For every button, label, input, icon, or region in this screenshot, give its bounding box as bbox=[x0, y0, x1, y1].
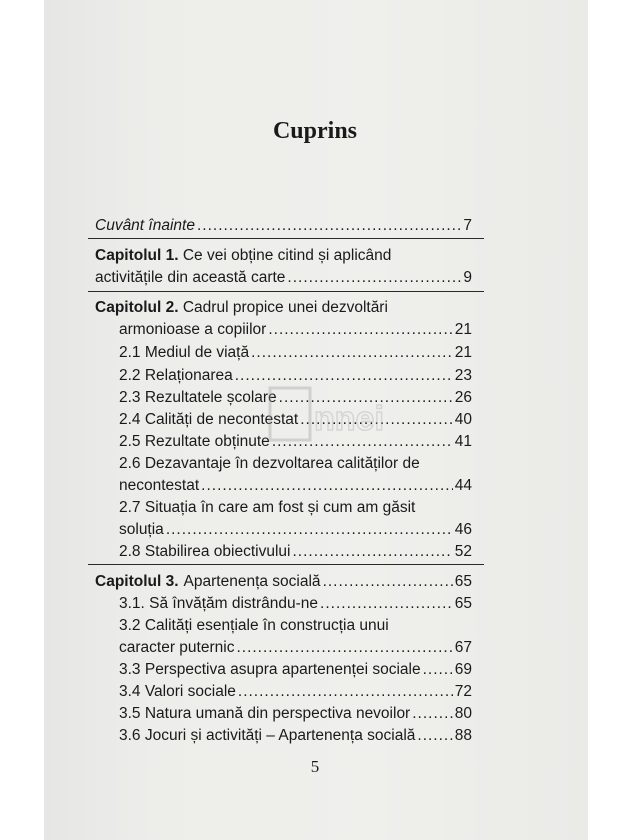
page-title: Cuprins bbox=[272, 118, 358, 144]
toc-entry-3-5 bbox=[119, 704, 472, 724]
toc-label: necontestat bbox=[119, 477, 200, 494]
toc-page: 52 bbox=[454, 543, 472, 560]
toc-entry-3-1 bbox=[119, 594, 472, 614]
toc-entry-ch2-line1 bbox=[95, 298, 388, 318]
toc-label: 2.4 Calități de necontestat bbox=[119, 411, 299, 428]
toc-entry-2-7-line1: 2.7 Situația în care am fost și cum am găsit bbox=[119, 499, 416, 516]
toc-label: 3.1. Să învățăm distrându-ne bbox=[119, 595, 319, 612]
toc-label: soluția bbox=[119, 521, 164, 538]
toc-entry-ch3 bbox=[95, 572, 472, 592]
toc-entry-ch1-line1 bbox=[95, 246, 391, 266]
toc-label: 2.5 Rezultate obținute bbox=[119, 433, 270, 450]
toc-label: Cuvânt înainte bbox=[95, 217, 195, 234]
toc-entry-2-2 bbox=[119, 366, 472, 386]
toc-entry-3-3 bbox=[119, 660, 472, 680]
toc-entry-3-2 bbox=[119, 638, 472, 658]
toc-label: 2.1 Mediul de viață bbox=[119, 344, 250, 361]
toc-entry-ch2 bbox=[119, 320, 472, 340]
toc-label: activitățile din această carte bbox=[95, 269, 286, 286]
toc-page: 26 bbox=[454, 389, 472, 406]
chapter-label: Capitolul 1. bbox=[95, 247, 179, 264]
toc-page: 88 bbox=[454, 727, 472, 744]
toc-page: 67 bbox=[454, 639, 472, 656]
toc-label: armonioase a copiilor bbox=[119, 321, 267, 338]
toc-entry-2-5 bbox=[119, 432, 472, 452]
toc-page: 44 bbox=[454, 477, 472, 494]
toc-entry-2-6-line1: 2.6 Dezavantaje în dezvoltarea calităților de bbox=[119, 455, 420, 472]
toc-entry-2-8 bbox=[119, 542, 472, 562]
toc-entry-ch1 bbox=[95, 268, 472, 288]
toc-page: 40 bbox=[454, 411, 472, 428]
divider bbox=[88, 238, 484, 239]
toc-label: 3.4 Valori sociale bbox=[119, 683, 236, 700]
toc-entry-2-7 bbox=[119, 520, 472, 540]
toc-entry-3-6 bbox=[119, 726, 472, 746]
chapter-title: Cadrul propice unei dezvoltări bbox=[182, 299, 388, 316]
toc-entry-2-4 bbox=[119, 410, 472, 430]
toc-page: 69 bbox=[454, 661, 472, 678]
svg-text:nnei: nnei bbox=[314, 400, 384, 438]
divider bbox=[88, 291, 484, 292]
toc-page: 23 bbox=[454, 367, 472, 384]
toc-entry-2-1 bbox=[119, 343, 472, 363]
toc-label: 2.2 Relaționarea bbox=[119, 367, 233, 384]
toc-page: 41 bbox=[454, 433, 472, 450]
chapter-title: Apartenența socială bbox=[183, 573, 321, 590]
toc-page: 7 bbox=[463, 217, 472, 234]
toc-label: 2.8 Stabilirea obiectivului bbox=[119, 543, 291, 560]
toc-entry-2-3 bbox=[119, 388, 472, 408]
toc-page: 9 bbox=[463, 269, 472, 286]
toc-page: 72 bbox=[454, 683, 472, 700]
chapter-label: Capitolul 2. bbox=[95, 299, 179, 316]
chapter-title: Ce vei obține citind și aplicând bbox=[182, 247, 392, 264]
toc-entry-3-2-line1: 3.2 Calități esențiale în construcția unui bbox=[119, 617, 389, 634]
toc-label: 2.3 Rezultatele școlare bbox=[119, 389, 277, 406]
toc-label: 3.3 Perspectiva asupra apartenenței sociale bbox=[119, 661, 421, 678]
page-number: 5 bbox=[310, 757, 320, 776]
toc-entry-cuvant bbox=[95, 216, 472, 236]
toc-label: caracter puternic bbox=[119, 639, 235, 656]
toc-label: 3.5 Natura umană din perspectiva nevoilor bbox=[119, 705, 411, 722]
toc-entry-3-4 bbox=[119, 682, 472, 702]
chapter-label: Capitolul 3. bbox=[95, 573, 179, 590]
toc-page: 46 bbox=[454, 521, 472, 538]
toc-page: 65 bbox=[454, 595, 472, 612]
toc-entry-2-6 bbox=[119, 476, 472, 496]
toc-label: 3.6 Jocuri și activități – Apartenența socială bbox=[119, 727, 416, 744]
toc-page: 80 bbox=[454, 705, 472, 722]
divider bbox=[88, 564, 484, 565]
toc-page: 65 bbox=[454, 573, 472, 590]
toc-page: 21 bbox=[454, 344, 472, 361]
toc-page: 21 bbox=[454, 321, 472, 338]
